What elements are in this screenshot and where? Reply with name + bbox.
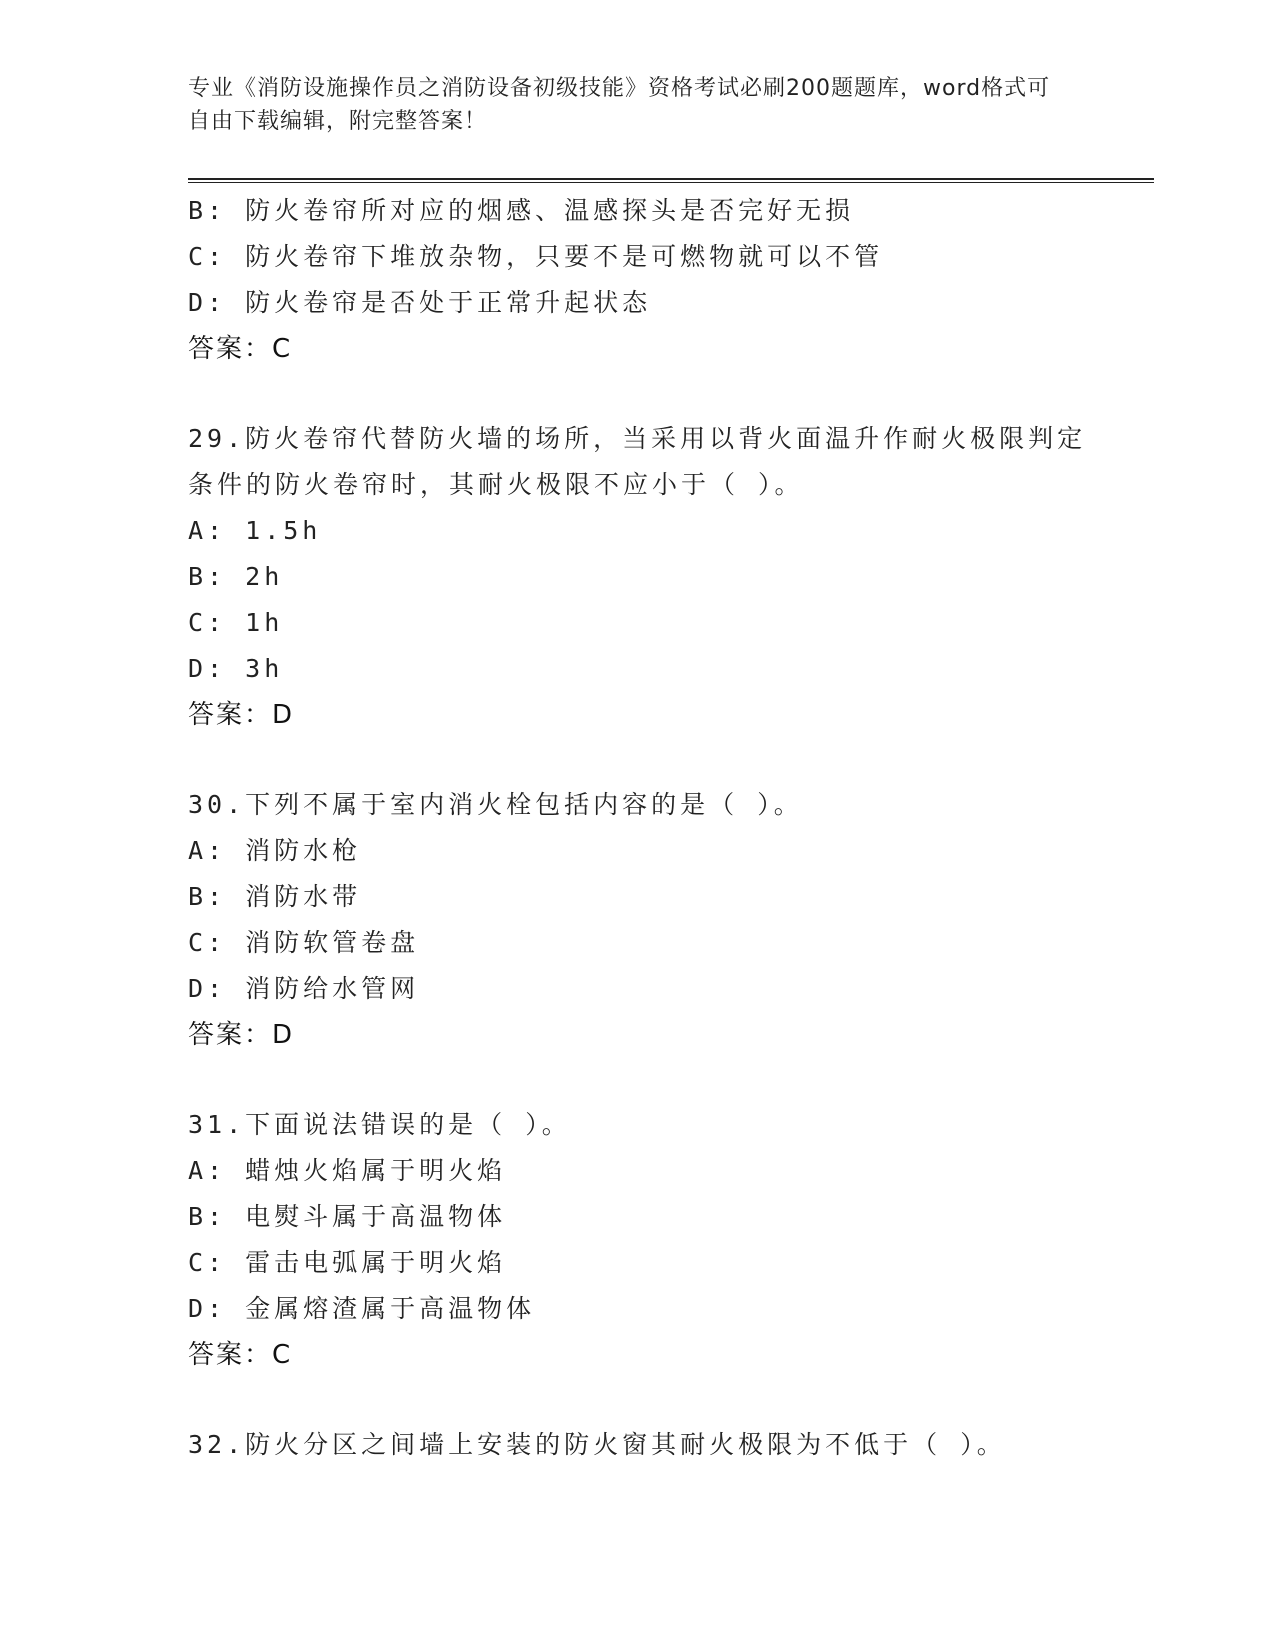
question-30 [188, 782, 1088, 1058]
spacer [188, 1378, 1088, 1422]
question-31 [188, 1102, 1088, 1378]
answer-line: 答案：C [188, 334, 293, 364]
answer-line: 答案：D [188, 1020, 295, 1050]
question-stem-line: 31.下面说法错误的是（ ）。 [188, 1110, 571, 1139]
question-32 [188, 1422, 1088, 1468]
answer-line: 答案：D [188, 700, 295, 730]
question-stem-line: 30.下列不属于室内消火栓包括内容的是（ ）。 [188, 790, 803, 819]
answer-line: 答案：C [188, 1340, 293, 1370]
question-29 [188, 416, 1088, 738]
document-header-title: 专业《消防设施操作员之消防设备初级技能》资格考试必刷200题题库，word格式可自由下载编辑，附完整答案！ [188, 76, 1051, 134]
spacer [188, 372, 1088, 416]
question-stem-line: 条件的防火卷帘时，其耐火极限不应小于（ ）。 [188, 470, 804, 499]
option-line: C: 雷击电弧属于明火焰 [188, 1248, 507, 1277]
option-line: D: 防火卷帘是否处于正常升起状态 [188, 288, 652, 317]
option-line: A: 1.5h [188, 516, 322, 545]
question-stem-line: 32.防火分区之间墙上安装的防火窗其耐火极限为不低于（ ）。 [188, 1430, 1006, 1459]
option-line: A: 消防水枪 [188, 836, 362, 865]
spacer [188, 738, 1088, 782]
continued-question [188, 188, 1088, 372]
header-divider [188, 178, 1154, 183]
option-line: A: 蜡烛火焰属于明火焰 [188, 1156, 507, 1185]
option-line: B: 防火卷帘所对应的烟感、温感探头是否完好无损 [188, 196, 855, 225]
option-line: B: 消防水带 [188, 882, 362, 911]
option-line: B: 2h [188, 562, 284, 591]
option-line: D: 金属熔渣属于高温物体 [188, 1294, 536, 1323]
option-line: D: 消防给水管网 [188, 974, 420, 1003]
document-body [188, 188, 1088, 1468]
option-line: C: 消防软管卷盘 [188, 928, 420, 957]
question-stem-line: 29.防火卷帘代替防火墙的场所，当采用以背火面温升作耐火极限判定 [188, 424, 1087, 453]
spacer [188, 1058, 1088, 1102]
option-line: B: 电熨斗属于高温物体 [188, 1202, 507, 1231]
option-line: D: 3h [188, 654, 284, 683]
option-line: C: 1h [188, 608, 284, 637]
option-line: C: 防火卷帘下堆放杂物，只要不是可燃物就可以不管 [188, 242, 884, 271]
